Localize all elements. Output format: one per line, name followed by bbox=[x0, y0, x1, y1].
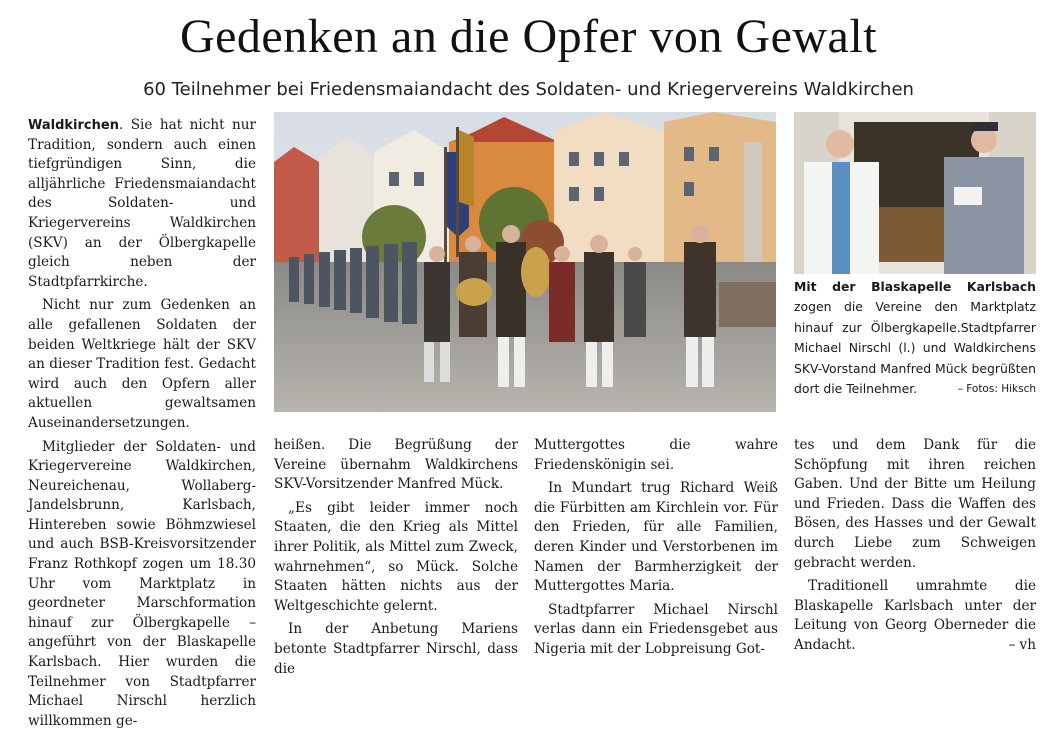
paragraph-text: Traditionell umrahmte die Blaskapelle Karlsbach unter der Leitung von Georg Oberneder die Andacht. bbox=[794, 578, 1036, 653]
article-column-3 bbox=[534, 436, 778, 660]
caption-lead: Mit der Blaskapelle Karlsbach bbox=[794, 279, 1036, 294]
paragraph: Nicht nur zum Gedenken an alle gefallenen Soldaten der beiden Weltkriege hält der SKV an dieser Tradition fest. Gedacht wird auch den Opfern aller aktuellen gewaltsamen Auseinandersetzungen. bbox=[28, 296, 256, 433]
parade-photo bbox=[274, 112, 776, 412]
caption-text: zogen die Vereine den Marktplatz hinauf zur Ölbergkapelle.Stadtpfarrer Michael Nirschl (l.) und Waldkirchens SKV-Vorstand Manfred Mück begrüßten dort die Teilnehmer. bbox=[794, 299, 1036, 396]
paragraph: heißen. Die Begrüßung der Vereine übernahm Waldkirchens SKV-Vorsitzender Manfred Mück. bbox=[274, 436, 518, 495]
paragraph: tes und dem Dank für die Schöpfung mit ihren reichen Gaben. Und der Bitte um Heilung und Frieden. Dass die Waffen des Bösen, des Hasses und der Gewalt durch Liebe zum Schweigen gebracht werden. bbox=[794, 436, 1036, 573]
photo-credit: – Fotos: Hiksch bbox=[794, 379, 1036, 399]
article-column-2 bbox=[274, 436, 518, 679]
paragraph: „Es gibt leider immer noch Staaten, die den Krieg als Mittel ihrer Politik, als Mittel zum Zweck, wahrnehmen“, so Mück. Solche Staaten hätten nichts aus der Weltgeschichte gelernt. bbox=[274, 499, 518, 617]
subheadline: 60 Teilnehmer bei Friedensmaiandacht des Soldaten- und Kriegervereins Waldkirchen bbox=[0, 78, 1057, 102]
dateline: Waldkirchen bbox=[28, 118, 119, 133]
paragraph: Muttergottes die wahre Friedenskönigin sei. bbox=[534, 436, 778, 475]
paragraph: In Mundart trug Richard Weiß die Fürbitten am Kirchlein vor. Für den Frieden, für alle Familien, deren Kinder und Verstorbenen im Namen der Barmherzigkeit der Muttergottes Maria. bbox=[534, 479, 778, 597]
paragraph: Stadtpfarrer Michael Nirschl verlas dann ein Friedensgebet aus Nigeria mit der Lobpreisung Got- bbox=[534, 601, 778, 660]
paragraph-text: . Sie hat nicht nur Tradition, sondern auch einen tiefgründigen Sinn, die alljährliche Friedensmaiandacht des Soldaten- und Kriegervereins Waldkirchen (SKV) an der Ölbergkapelle gleich neben der Stadtpfarrkirche. bbox=[28, 117, 256, 290]
speakers-photo-icon bbox=[794, 112, 1036, 274]
author-signature: – vh bbox=[994, 636, 1036, 656]
paragraph: In der Anbetung Mariens betonte Stadtpfarrer Nirschl, dass die bbox=[274, 620, 518, 679]
speakers-photo bbox=[794, 112, 1036, 274]
parade-photo-icon bbox=[274, 112, 776, 412]
article-column-1 bbox=[28, 116, 256, 731]
article-column-4 bbox=[794, 436, 1036, 656]
photo-caption bbox=[794, 277, 1036, 400]
paragraph bbox=[28, 116, 256, 292]
headline: Gedenken an die Opfer von Gewalt bbox=[0, 8, 1057, 66]
paragraph: Mitglieder der Soldaten- und Kriegervereine Waldkirchen, Neureichenau, Wollaberg-Jandelsbrunn, Karlsbach, Hintereben sowie Böhmzwiesel und auch BSB-Kreisvorsitzender Franz Rothkopf zogen um 18.30 Uhr vom Marktplatz in geordneter Marschformation hinauf zur Ölbergkapelle – angeführt von der Blaskapelle Karlsbach. Hier wurden die Teilnehmer von Stadtpfarrer Michael Nirschl herzlich willkommen ge- bbox=[28, 438, 256, 731]
paragraph bbox=[794, 577, 1036, 655]
